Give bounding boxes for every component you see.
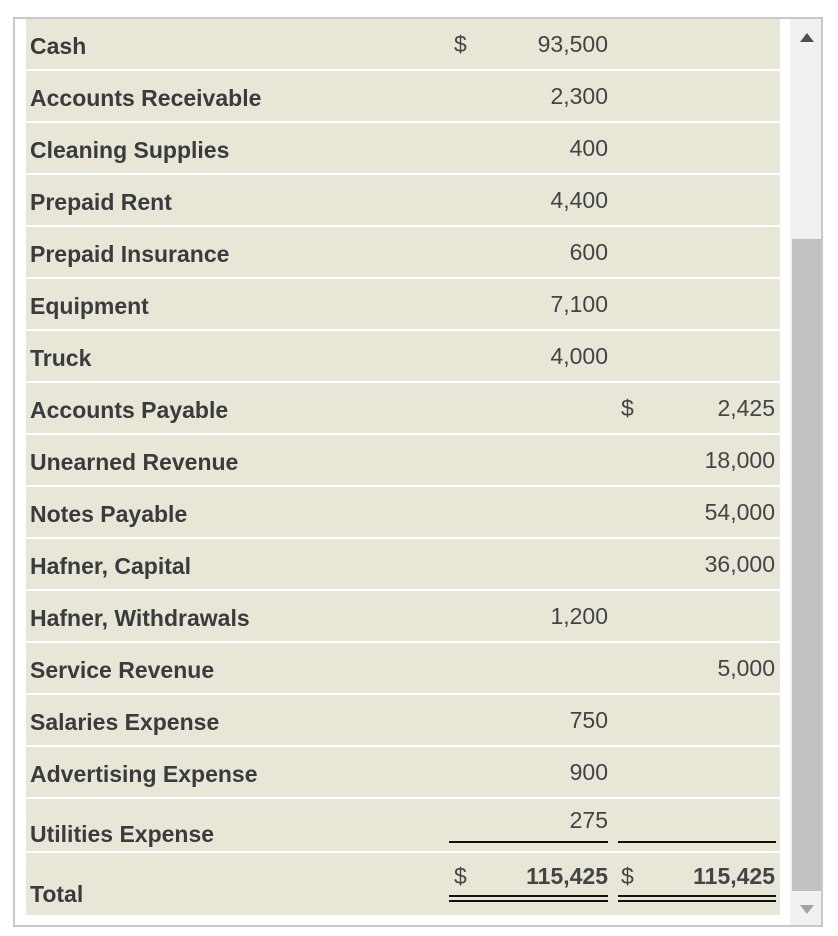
trial-balance-panel (13, 17, 823, 927)
table-row (26, 227, 780, 279)
table-row (26, 487, 780, 539)
debit-currency: $ (454, 31, 467, 57)
table-row (26, 123, 780, 175)
account-name: Accounts Receivable (30, 85, 262, 111)
credit-total-currency: $ (621, 863, 634, 889)
account-name: Hafner, Capital (30, 553, 192, 579)
debit-amount: 400 (569, 135, 608, 161)
debit-total-currency: $ (454, 863, 467, 889)
table-row (26, 175, 780, 227)
account-name: Prepaid Insurance (30, 241, 230, 267)
trial-balance-table (26, 19, 780, 915)
debit-double-underline (449, 895, 608, 902)
debit-total: 115,425 (526, 863, 608, 889)
scrollbar-thumb[interactable] (792, 239, 821, 891)
debit-amount: 93,500 (537, 31, 608, 57)
account-name: Prepaid Rent (30, 189, 172, 215)
account-name: Notes Payable (30, 501, 188, 527)
debit-underline (449, 841, 608, 843)
total-label: Total (30, 881, 84, 907)
vertical-scrollbar[interactable] (790, 19, 823, 925)
debit-amount: 4,400 (550, 187, 608, 213)
scroll-down-arrow-icon[interactable] (800, 905, 814, 914)
account-name: Unearned Revenue (30, 449, 239, 475)
table-row (26, 279, 780, 331)
credit-amount: 18,000 (704, 447, 775, 473)
credit-amount: 2,425 (717, 395, 775, 421)
account-name: Cash (30, 33, 87, 59)
table-row (26, 435, 780, 487)
table-row (26, 591, 780, 643)
table-row (26, 383, 780, 435)
account-name: Service Revenue (30, 657, 215, 683)
table-row (26, 799, 780, 853)
table-row (26, 747, 780, 799)
table-row (26, 695, 780, 747)
debit-amount: 900 (569, 759, 608, 785)
debit-amount: 2,300 (550, 83, 608, 109)
account-name: Hafner, Withdrawals (30, 605, 250, 631)
account-name: Truck (30, 345, 92, 371)
debit-amount: 600 (569, 239, 608, 265)
table-row (26, 71, 780, 123)
scroll-up-arrow-icon[interactable] (800, 33, 814, 42)
credit-total: 115,425 (693, 863, 775, 889)
credit-double-underline (618, 895, 776, 902)
account-name: Accounts Payable (30, 397, 229, 423)
account-name: Salaries Expense (30, 709, 220, 735)
credit-currency: $ (621, 395, 634, 421)
debit-amount: 275 (569, 807, 608, 833)
credit-amount: 36,000 (704, 551, 775, 577)
debit-amount: 1,200 (550, 603, 608, 629)
credit-amount: 5,000 (717, 655, 775, 681)
account-name: Cleaning Supplies (30, 137, 230, 163)
debit-amount: 4,000 (550, 343, 608, 369)
table-row (26, 539, 780, 591)
credit-amount: 54,000 (704, 499, 775, 525)
debit-amount: 7,100 (550, 291, 608, 317)
table-row (26, 643, 780, 695)
total-row (26, 853, 780, 915)
account-name: Equipment (30, 293, 149, 319)
credit-underline (618, 841, 776, 843)
table-row (26, 331, 780, 383)
debit-amount: 750 (569, 707, 608, 733)
table-row (26, 19, 780, 71)
account-name: Utilities Expense (30, 821, 215, 847)
account-name: Advertising Expense (30, 761, 258, 787)
